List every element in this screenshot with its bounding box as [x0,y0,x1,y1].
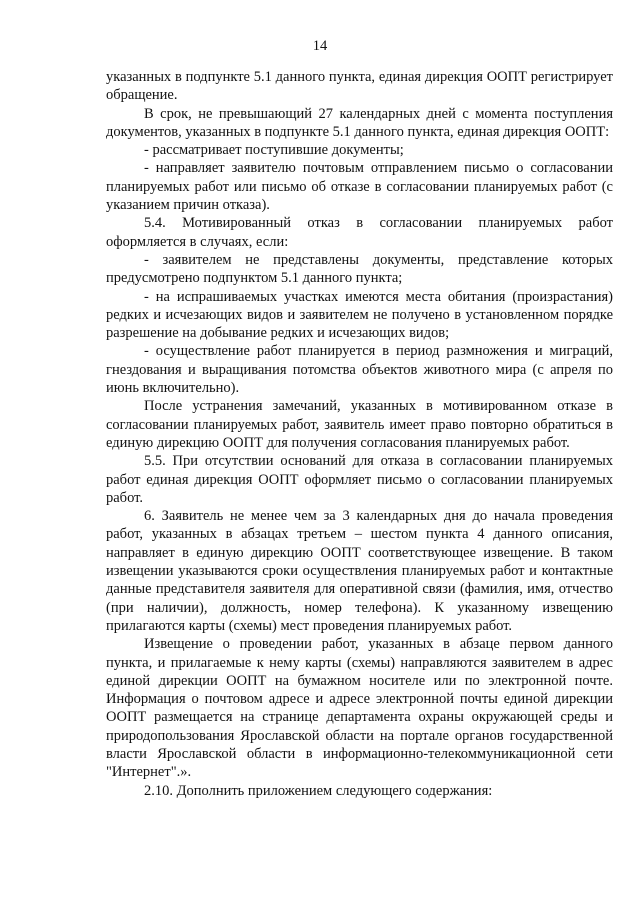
paragraph-notification-delivery: Извещение о проведении работ, указанных в абзаце первом данного пункта, и прилагаемые к нему карты (схемы) направляются заявителем в адрес единой дирекции ООПТ на бумажном носителе или по электронной почте. Информация о почтовом адресе и адресе электронной почты единой дирекции ООПТ размещается на странице департамента охраны окружающей среды и природопользования Ярославской области на портале органов государственной власти Ярославской области в информационно-телекоммуникационной сети "Интернет".». [106,636,613,781]
paragraph-5-4-refusal: 5.4. Мотивированный отказ в согласовании планируемых работ оформляется в случаях, если: [106,215,613,250]
list-item-send-letter: - направляет заявителю почтовым отправлением письмо о согласовании планируемых работ или письмо об отказе в согласовании планируемых работ (с указанием причин отказа). [106,160,613,214]
paragraph-6-notification: 6. Заявитель не менее чем за 3 календарных дня до начала проведения работ, указанных в абзацах третьем – шестом пункта 4 данного описания, направляет в единую дирекцию ООПТ соответствующее извещение. В таком извещении указываются сроки осуществления планируемых работ и контактные данные представителя заявителя для оперативной связи (фамилия, имя, отчество (при наличии), должность, номер телефона). К указанному извещению прилагаются карты (схемы) мест проведения планируемых работ. [106,508,613,634]
page-number: 14 [312,38,328,54]
list-item-review-documents: - рассматривает поступившие документы; [144,142,404,159]
list-item-breeding-season: - осуществление работ планируется в период размножения и миграций, гнездования и выращивания потомства объектов животного мира (с апреля по июнь включительно). [106,343,613,397]
list-item-rare-species: - на испрашиваемых участках имеются места обитания (произрастания) редких и исчезающих видов и заявителем не получено в установленном порядке разрешение на добывание редких и исчезающих видов; [106,288,613,342]
paragraph-continuation: указанных в подпункте 5.1 данного пункта, единая дирекция ООПТ регистрирует обращение. [106,69,613,104]
list-item-missing-documents: - заявителем не представлены документы, представление которых предусмотрено подпунктом 5.1 данного пункта; [106,251,613,287]
paragraph-2-10-appendix: 2.10. Дополнить приложением следующего содержания: [144,782,493,799]
paragraph-review-deadline: В срок, не превышающий 27 календарных дней с момента поступления документов, указанных в подпункте 5.1 данного пункта, единая дирекция ООПТ: [106,105,613,140]
document-body [106,68,613,800]
paragraph-resubmission: После устранения замечаний, указанных в мотивированном отказе в согласовании планируемых работ, заявитель имеет право повторно обратиться в единую дирекцию ООПТ для получения согласования планируемых работ. [106,398,613,451]
paragraph-5-5-approval: 5.5. При отсутствии оснований для отказа в согласовании планируемых работ единая дирекция ООПТ оформляет письмо о согласовании планируемых работ. [106,453,613,506]
